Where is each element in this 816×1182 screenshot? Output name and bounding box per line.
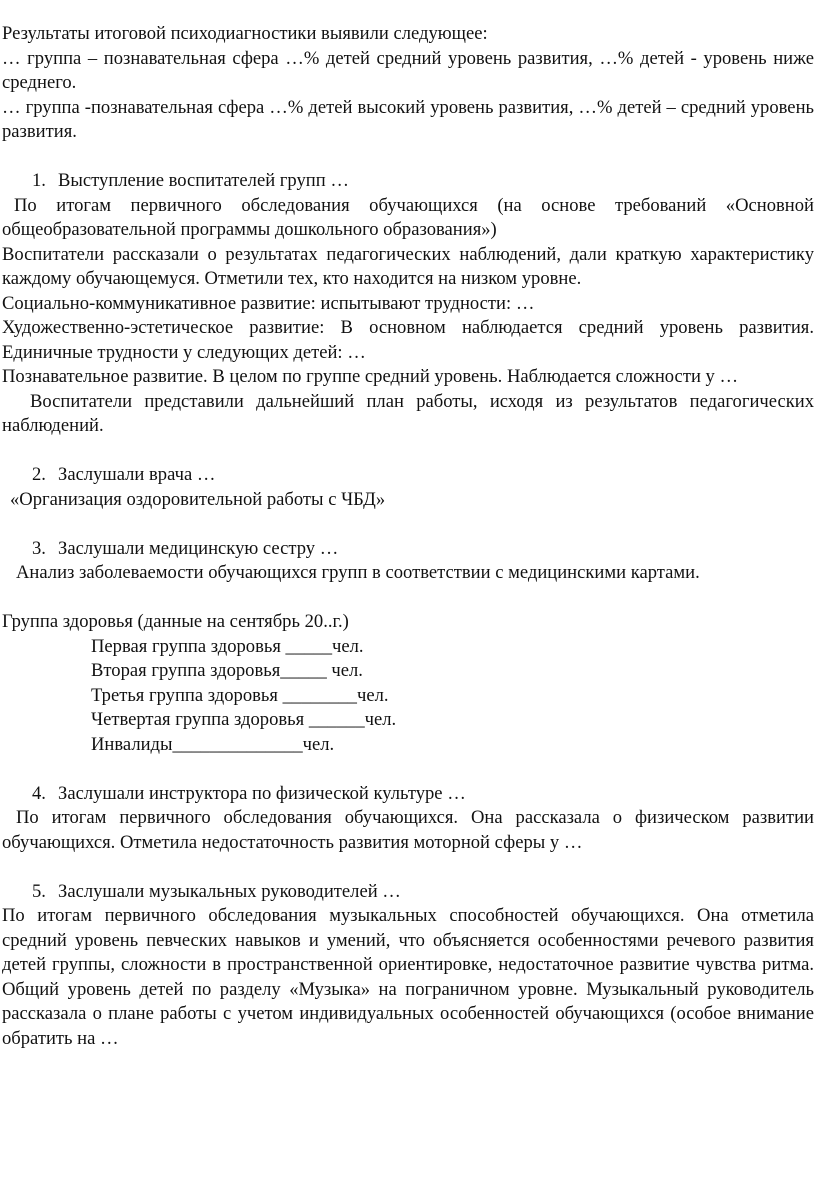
section-1-paragraph-1: По итогам первичного обследования обучающихся (на основе требований «Основной общеобразовательной программы дошкольного образования»): [2, 194, 814, 240]
section-5-number: 5.: [32, 880, 46, 902]
section-3-paragraph-1: Анализ заболеваемости обучающихся групп в соответствии с медицинскими картами.: [16, 562, 700, 583]
section-1-paragraph-5: Познавательное развитие. В целом по группе средний уровень. Наблюдается сложности у …: [2, 366, 739, 387]
section-1-heading: [2, 169, 814, 194]
health-group-item: Четвертая группа здоровья ______чел.: [91, 709, 397, 730]
spacer: [2, 586, 814, 611]
section-4-paragraph-1: По итогам первичного обследования обучающихся. Она рассказала о физическом развитии обучающихся. Отметила недостаточность развития моторной сферы у …: [2, 807, 814, 853]
section-4-title: Заслушали инструктора по физической культуре …: [58, 782, 466, 804]
spacer: [2, 757, 814, 782]
health-group-item: Первая группа здоровья _____чел.: [91, 635, 364, 657]
section-5-paragraph-1: По итогам первичного обследования музыкальных способностей обучающихся. Она отметила средний уровень певческих навыков и умений, что объясняется особенностями речевого развития детей группы, сложности в пространственной ориентировке, недостаточное развитие чувства ритма. Общий уровень детей по разделу «Музыка» на пограничном уровне. Музыкальный руководитель рассказала о плане работы с учетом индивидуальных особенностей обучающихся (особое внимание обратить на …: [2, 905, 814, 1049]
health-group-item: Инвалиды______________чел.: [91, 733, 335, 755]
section-2-paragraph-1: «Организация оздоровительной работы с ЧБД»: [10, 488, 386, 510]
section-1-paragraph-4: Художественно-эстетическое развитие: В основном наблюдается средний уровень развития. Единичные трудности у следующих детей: …: [2, 317, 814, 363]
section-1-paragraph-2: Воспитатели рассказали о результатах педагогических наблюдений, дали краткую характеристику каждому обучающемуся. Отметили тех, кто находится на низком уровне.: [2, 243, 814, 289]
section-1-title: Выступление воспитателей групп …: [58, 170, 349, 191]
section-3-title: Заслушали медицинскую сестру …: [58, 537, 339, 559]
section-1-paragraph-3: Социально-коммуникативное развитие: испытывают трудности: …: [2, 292, 535, 314]
spacer: [2, 855, 814, 880]
section-3-number: 3.: [32, 537, 46, 559]
spacer: [2, 512, 814, 537]
section-2-heading: [2, 463, 814, 488]
spacer: [2, 439, 814, 464]
intro-line-2: … группа -познавательная сфера …% детей высокий уровень развития, …% детей – средний уровень развития.: [2, 96, 814, 142]
section-2-title: Заслушали врача …: [58, 464, 216, 485]
health-group-title: Группа здоровья (данные на сентябрь 20..г.): [2, 611, 349, 632]
section-1-number: 1.: [32, 170, 46, 191]
section-5-heading: [2, 880, 814, 905]
section-3-heading: [2, 537, 814, 562]
section-4-heading: [2, 782, 814, 807]
section-2-number: 2.: [32, 464, 46, 485]
intro-title: Результаты итоговой психодиагностики выявили следующее:: [2, 23, 488, 44]
spacer: [2, 145, 814, 170]
section-1-paragraph-6: Воспитатели представили дальнейший план работы, исходя из результатов педагогических наблюдений.: [2, 390, 814, 436]
intro-line-1: … группа – познавательная сфера …% детей средний уровень развития, …% детей - уровень ниже среднего.: [2, 47, 814, 93]
section-5-title: Заслушали музыкальных руководителей …: [58, 880, 401, 902]
section-4-number: 4.: [32, 782, 46, 804]
health-group-item: Вторая группа здоровья_____ чел.: [91, 660, 363, 681]
health-group-item: Третья группа здоровья ________чел.: [91, 684, 389, 706]
